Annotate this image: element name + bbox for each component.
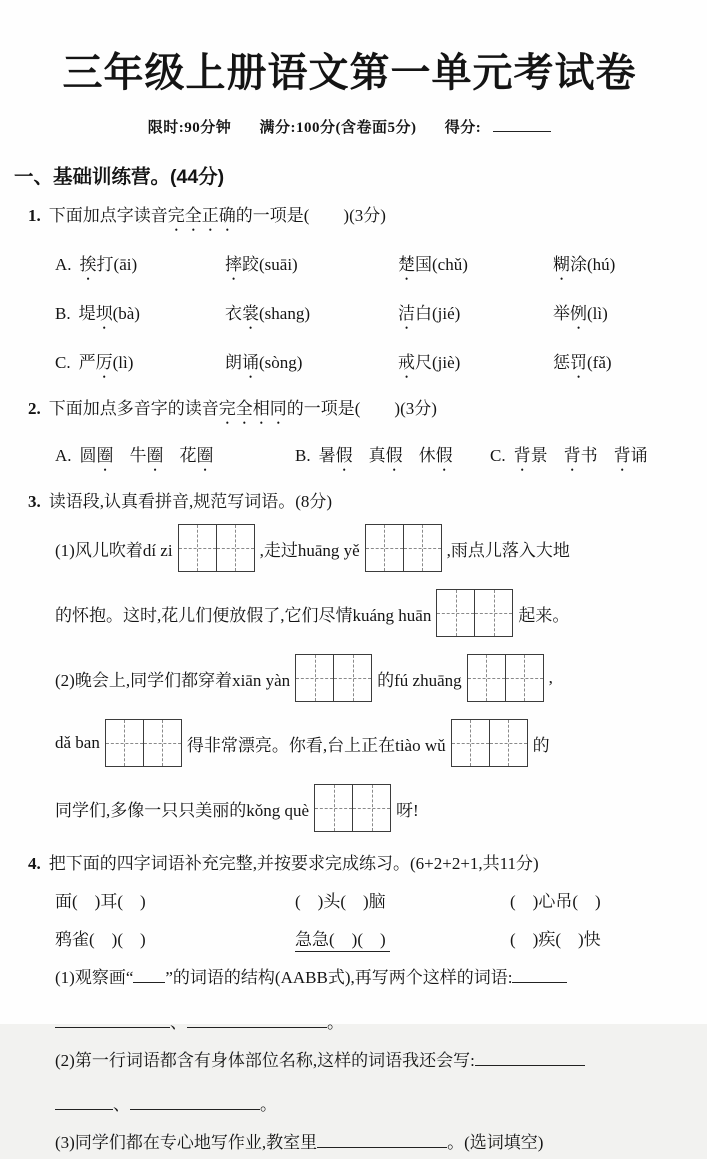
q3-line-1a	[14, 519, 685, 577]
q4-word-blank	[295, 925, 510, 950]
q4-stem-text: 把下面的四字词语补充完整,并按要求完成练习。(6+2+2+1,共11分)	[48, 854, 539, 873]
word-post: (shang)	[259, 304, 310, 323]
writing-grid[interactable]	[436, 589, 513, 637]
q4-sub1-mid: ”的词语的结构(AABB式),再写两个这样的词语:	[165, 968, 513, 987]
writing-grid[interactable]	[314, 784, 391, 832]
word-dot: 背	[513, 446, 531, 465]
word-pre: 严	[78, 353, 96, 372]
q2-stem-pre: 下面加点多音字的读音	[48, 399, 219, 418]
word-pre: 牛	[129, 446, 147, 465]
q4-sub1-pre: (1)观察画“	[55, 968, 134, 987]
q4-sub2-pre: (2)第一行词语都含有身体部位名称,这样的词语我还会写:	[55, 1050, 475, 1070]
q1-option-a-item-3	[398, 250, 553, 284]
word-dot: 摔	[225, 255, 242, 274]
writing-grid[interactable]	[467, 654, 544, 702]
q1-option-row-a	[14, 250, 685, 284]
word-pre: 朗	[225, 353, 242, 372]
writing-grid[interactable]	[365, 524, 442, 572]
grid-cell[interactable]	[489, 720, 527, 766]
q3-text: (1)风儿吹着dí zi	[55, 540, 173, 560]
word-dot: 罚	[570, 353, 587, 372]
answer-blank[interactable]	[55, 1093, 113, 1110]
q1-stem-pre: 下面加点字读音	[48, 206, 168, 225]
q3-text: 得非常漂亮。你看,台上正在tiào wǔ	[186, 735, 446, 755]
q4-underlined-word: 急急( )( )	[295, 930, 390, 952]
q1-option-row-b	[14, 299, 685, 333]
grid-cell[interactable]	[474, 590, 512, 636]
period: 。	[260, 1095, 277, 1115]
option-label: A.	[55, 255, 72, 274]
option-label: C.	[490, 446, 506, 465]
word-post: 涂(hú)	[570, 255, 616, 274]
option-label: C.	[55, 353, 71, 372]
q1-option-a-item-2	[225, 250, 398, 284]
grid-cell[interactable]	[315, 785, 352, 831]
word-dot: 洁	[398, 304, 415, 323]
grid-cell[interactable]	[333, 655, 371, 701]
q1-option-b-item-2	[225, 299, 398, 333]
q2-stem	[14, 394, 685, 428]
q3-stem	[14, 487, 685, 512]
q1-option-row-c	[14, 348, 685, 382]
option-label: B.	[55, 304, 71, 323]
word-post: 书	[580, 446, 598, 465]
q2-word	[130, 446, 164, 465]
q2-word	[180, 446, 214, 465]
q1-option-b-item-4	[553, 299, 685, 333]
q2-word	[514, 446, 548, 465]
q4-word-blank: ( )心吊( )	[510, 892, 601, 911]
word-post: 尺(jiè)	[415, 353, 461, 372]
word-dot: 假	[385, 446, 403, 465]
q1-stem	[14, 201, 685, 235]
q2-word	[564, 446, 598, 465]
word-dot: 糊	[553, 255, 570, 274]
q3-text: ,雨点儿落入大地	[446, 540, 570, 560]
q2-group-c	[490, 441, 685, 475]
q3-number: 3.	[28, 492, 41, 511]
word-dot: 圈	[96, 446, 114, 465]
q4-word-row-1	[14, 887, 685, 912]
q1-option-c-item-3	[398, 348, 553, 382]
word-post: (sòng)	[259, 353, 303, 372]
q4-word-row-2	[14, 925, 685, 950]
answer-blank[interactable]	[475, 1048, 585, 1065]
grid-cell[interactable]	[352, 785, 390, 831]
writing-grid[interactable]	[178, 524, 255, 572]
word-pre: 堤	[78, 304, 96, 323]
writing-grid[interactable]	[105, 719, 182, 767]
q2-word	[419, 446, 453, 465]
word-post: 景	[530, 446, 548, 465]
grid-cell[interactable]	[366, 525, 403, 571]
q4-word-blank: 鸦雀( )( )	[55, 930, 146, 949]
word-post: 打(āi)	[96, 255, 138, 274]
q4-word-blank: ( )头( )脑	[295, 892, 386, 911]
q4-sub3	[14, 1128, 685, 1159]
q3-line-2a	[14, 649, 685, 707]
q3-text: 起来。	[518, 605, 570, 625]
q1-number: 1.	[28, 206, 41, 225]
q1-option-c-item-1	[55, 348, 225, 382]
q2-number: 2.	[28, 399, 41, 418]
word-post: (fǎ)	[587, 353, 612, 372]
option-label: A.	[55, 446, 72, 465]
time-limit: 限时:90分钟	[147, 120, 232, 136]
grid-cell[interactable]	[296, 655, 333, 701]
grid-cell[interactable]	[437, 590, 474, 636]
q4-word-blank: ( )疾( )快	[510, 930, 601, 949]
q4-sub3-pre: (3)同学们都在专心地写作业,教室里	[55, 1133, 318, 1153]
q2-option-row	[14, 441, 685, 475]
answer-blank[interactable]	[130, 1093, 260, 1110]
q1-option-a-item-1	[55, 250, 225, 284]
q3-text: 呀!	[396, 800, 419, 820]
option-label: B.	[295, 446, 311, 465]
word-dot: 戒	[398, 353, 415, 372]
q2-group-b	[295, 441, 490, 475]
word-post: 白(jié)	[415, 304, 461, 323]
full-score: 满分:100分(含卷面5分)	[259, 120, 417, 136]
answer-blank[interactable]	[512, 966, 567, 983]
grid-cell[interactable]	[468, 655, 505, 701]
exam-title: 三年级上册语文第一单元考试卷	[62, 51, 637, 95]
q2-word	[80, 446, 114, 465]
word-dot: 圈	[196, 446, 214, 465]
word-pre: 圆	[79, 446, 97, 465]
word-dot: 楚	[398, 255, 415, 274]
q2-stem-dotted: 完全相同	[218, 399, 287, 418]
q4-sub1-answer-line	[14, 1008, 685, 1033]
q3-line-2c	[14, 779, 685, 837]
word-pre: 暑	[318, 446, 336, 465]
word-post: (lì)	[112, 353, 134, 372]
q1-option-a-item-4	[553, 250, 685, 284]
q2-stem-post: 的一项是( )(3分)	[286, 399, 437, 418]
grid-cell[interactable]	[106, 720, 143, 766]
q3-text: dǎ ban	[55, 733, 100, 752]
word-dot: 坝	[95, 304, 113, 323]
q4-number: 4.	[28, 854, 41, 873]
q2-word	[319, 446, 353, 465]
writing-grid[interactable]	[295, 654, 372, 702]
word-dot: 圈	[146, 446, 164, 465]
word-dot: 假	[335, 446, 353, 465]
answer-blank[interactable]	[317, 1131, 447, 1148]
word-dot: 例	[570, 304, 587, 323]
word-post: 跤(suāi)	[242, 255, 298, 274]
grid-cell[interactable]	[452, 720, 489, 766]
answer-blank[interactable]	[187, 1010, 327, 1027]
word-pre: 衣	[225, 304, 242, 323]
word-pre: 惩	[553, 353, 570, 372]
writing-grid[interactable]	[451, 719, 528, 767]
q4-sub2	[14, 1046, 685, 1077]
q2-word	[614, 446, 648, 465]
answer-blank[interactable]	[55, 1010, 170, 1027]
word-pre: 举	[553, 304, 570, 323]
q3-text: 的fú zhuāng	[377, 670, 462, 690]
word-dot: 挨	[79, 255, 97, 274]
q3-text: 的怀抱。这时,花儿们便放假了,它们尽情kuáng huān	[55, 605, 432, 625]
q3-line-2b	[14, 714, 685, 772]
q1-stem-post: 的一项是( )(3分)	[235, 206, 386, 225]
word-dot: 假	[435, 446, 453, 465]
word-dot: 诵	[242, 353, 259, 372]
grid-cell[interactable]	[143, 720, 181, 766]
q4-sub2-answer-line	[14, 1090, 685, 1115]
word-pre: 真	[368, 446, 386, 465]
grid-cell[interactable]	[505, 655, 543, 701]
q2-group-a	[55, 441, 295, 475]
quoted-blank	[133, 966, 165, 983]
exam-meta	[14, 116, 685, 137]
score-blank[interactable]	[493, 117, 551, 132]
q3-line-1b	[14, 584, 685, 642]
q4-sub3-post: 。(选词填空)	[447, 1133, 544, 1153]
word-post: (bà)	[112, 304, 140, 323]
grid-cell[interactable]	[403, 525, 441, 571]
q3-text: 的	[532, 735, 550, 755]
period: 。	[327, 1012, 344, 1032]
word-dot: 厉	[95, 353, 113, 372]
grid-cell[interactable]	[216, 525, 254, 571]
word-dot: 背	[613, 446, 631, 465]
word-dot: 背	[563, 446, 581, 465]
section-heading: 一、基础训练营。(44分)	[14, 166, 225, 188]
q4-sub1	[14, 963, 685, 994]
word-dot: 裳	[242, 304, 259, 323]
word-pre: 花	[179, 446, 197, 465]
q4-word-blank: 面( )耳( )	[55, 892, 146, 911]
q3-text: (2)晚会上,同学们都穿着xiān yàn	[55, 670, 291, 690]
word-post: (lì)	[587, 304, 608, 323]
q1-option-c-item-2	[225, 348, 398, 382]
q4-stem	[14, 849, 685, 874]
q1-stem-dotted: 完全正确	[167, 206, 236, 225]
word-pre: 休	[418, 446, 436, 465]
word-post: 国(chǔ)	[415, 255, 468, 274]
q1-option-b-item-3	[398, 299, 553, 333]
q1-option-c-item-4	[553, 348, 685, 382]
separator: 、	[113, 1095, 130, 1115]
score-label: 得分:	[444, 120, 482, 136]
grid-cell[interactable]	[179, 525, 216, 571]
q1-option-b-item-1	[55, 299, 225, 333]
q2-word	[369, 446, 403, 465]
separator: 、	[170, 1012, 187, 1032]
word-post: 诵	[630, 446, 648, 465]
q3-stem-text: 读语段,认真看拼音,规范写词语。(8分)	[48, 492, 333, 511]
q3-text: ,	[548, 668, 553, 687]
q3-text: ,走过huāng yě	[259, 540, 360, 560]
q3-text: 同学们,多像一只只美丽的kǒng què	[55, 800, 310, 820]
